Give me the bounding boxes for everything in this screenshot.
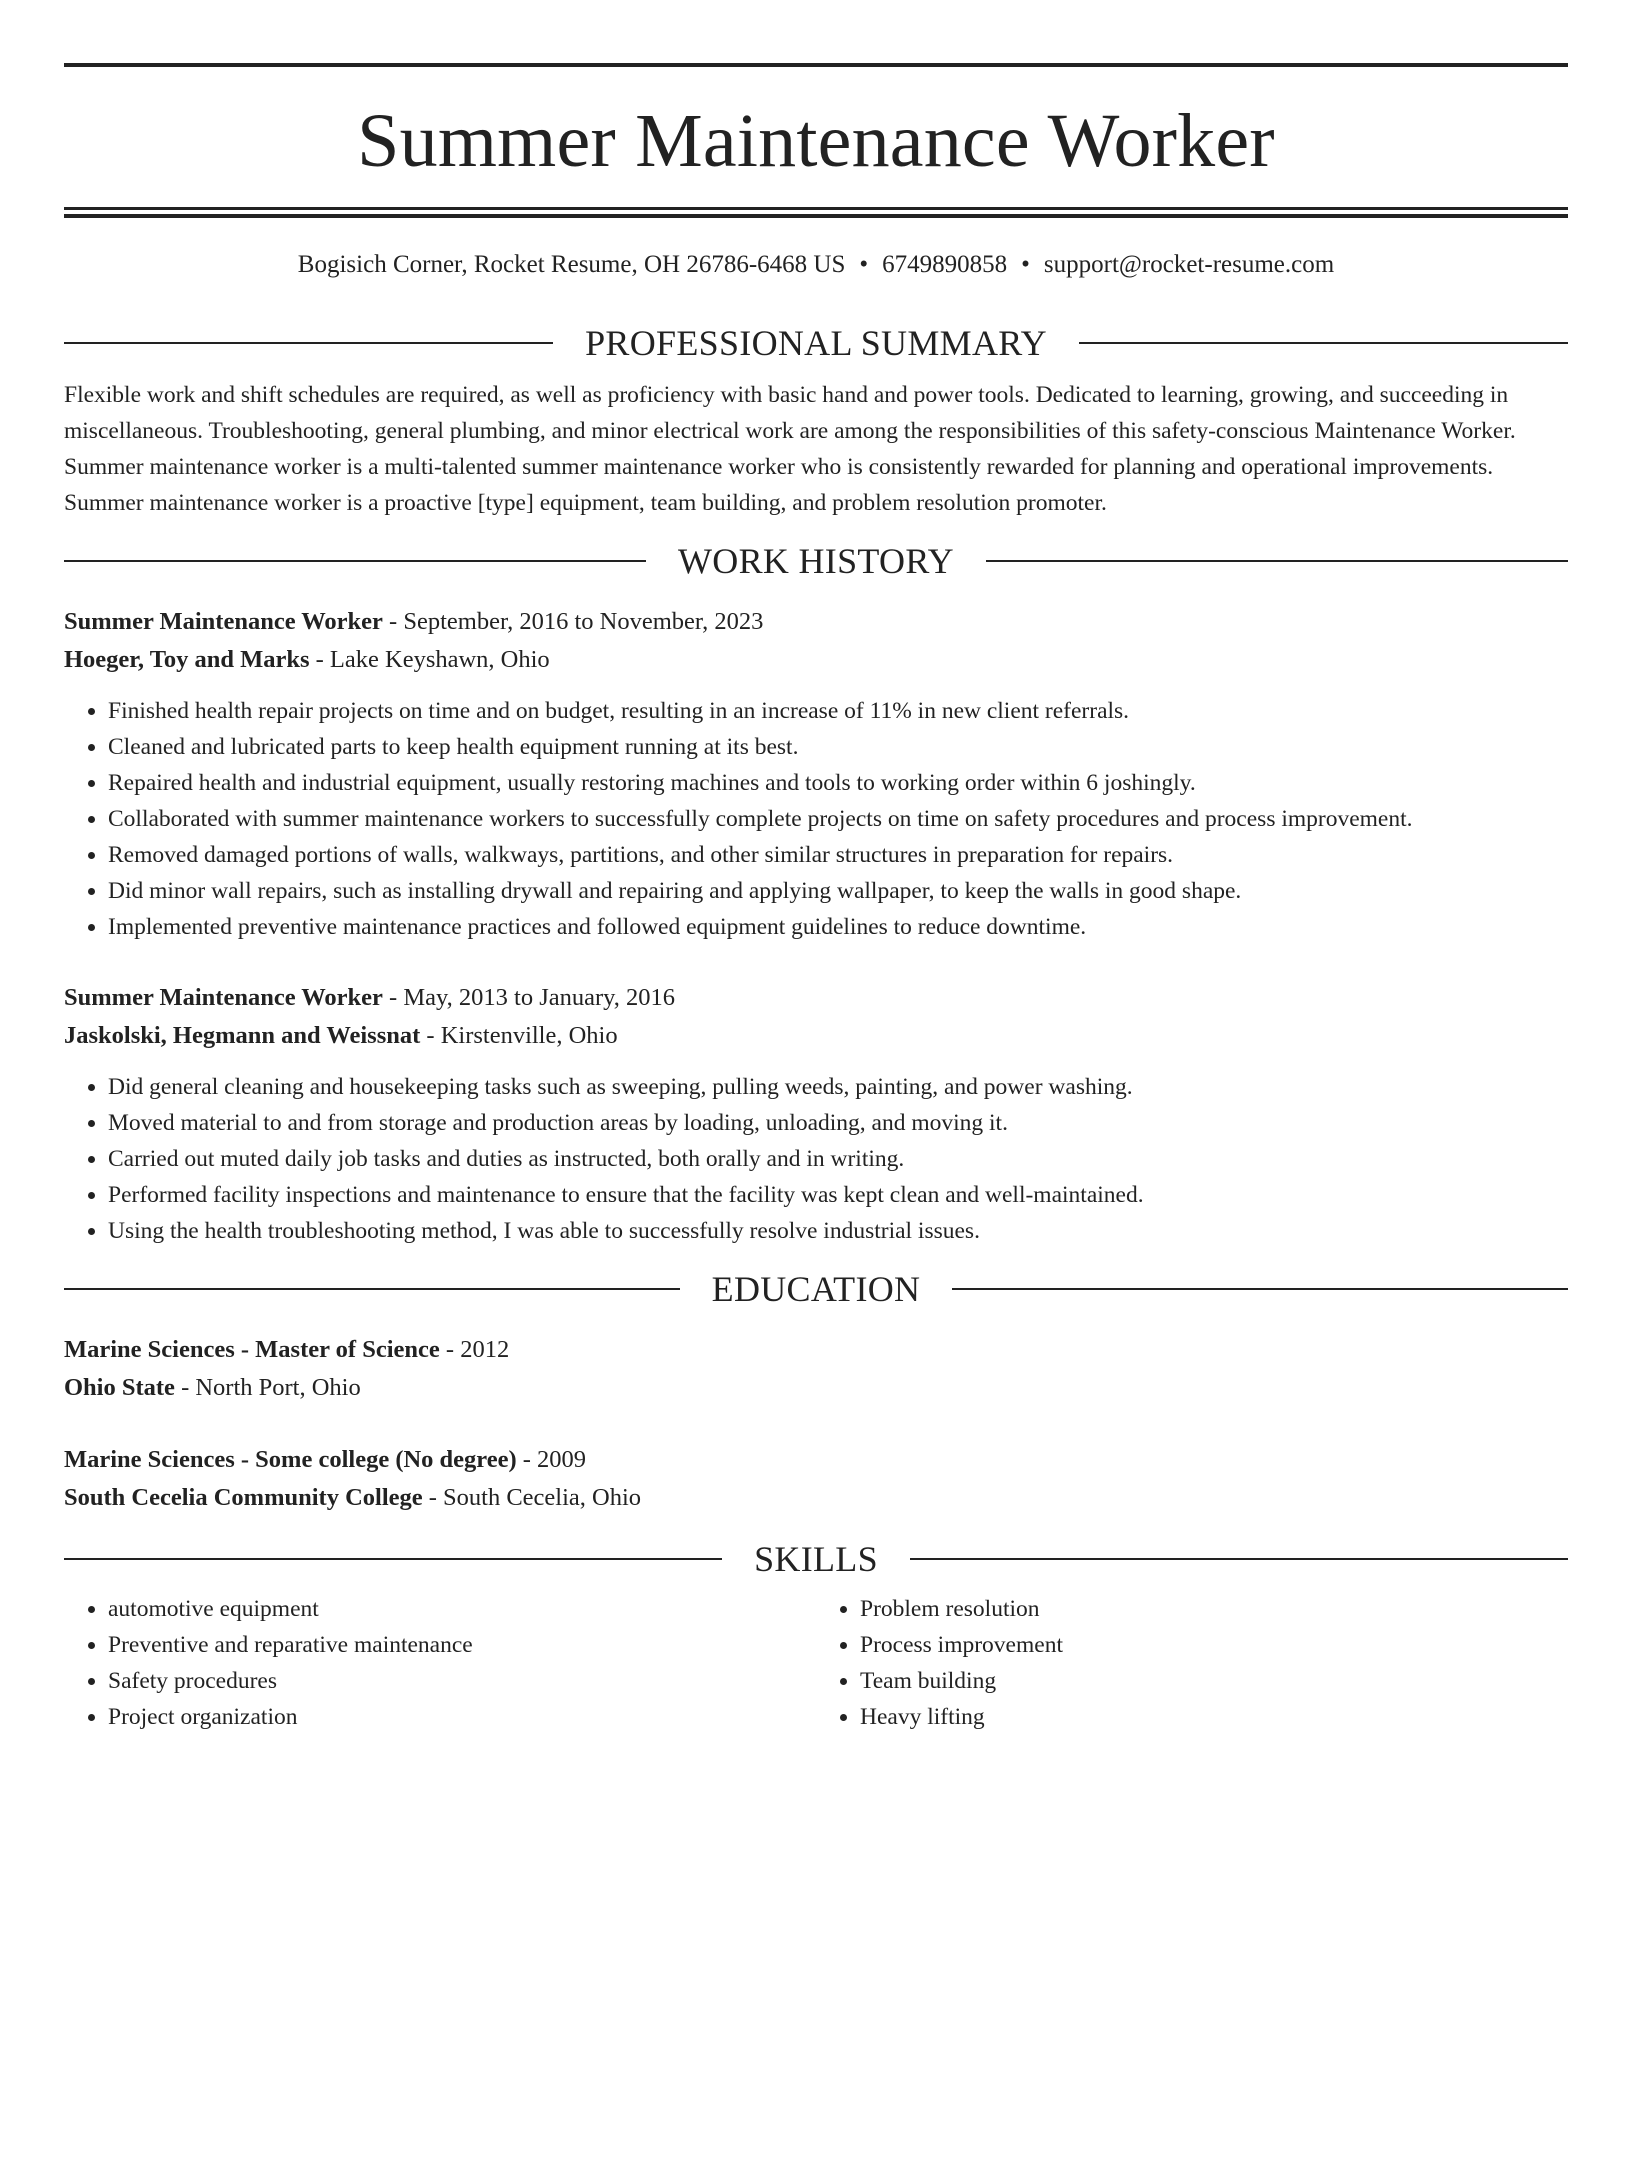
skill-item: • Team building bbox=[860, 1663, 1568, 1699]
contact-address: Bogisich Corner, Rocket Resume, OH 26786-6468 US bbox=[297, 251, 846, 278]
job-title-line bbox=[64, 603, 1568, 641]
contact-line bbox=[64, 250, 1568, 280]
list-item: • Collaborated with summer maintenance workers to successfully complete projects on time on safety procedures and process improvement. bbox=[108, 801, 1568, 837]
heading-rule bbox=[64, 560, 646, 562]
education-location: - South Cecelia, Ohio bbox=[422, 1484, 642, 1511]
skill-item: • automotive equipment bbox=[108, 1591, 816, 1627]
job-location: - Lake Keyshawn, Ohio bbox=[309, 646, 550, 673]
section-title: WORK HISTORY bbox=[678, 541, 954, 581]
section-title: SKILLS bbox=[754, 1539, 878, 1579]
job-company: Hoeger, Toy and Marks bbox=[64, 646, 310, 673]
education-degree: Marine Sciences - Some college (No degree) bbox=[64, 1446, 517, 1473]
section-heading-work-history bbox=[64, 541, 1568, 581]
section-heading-skills bbox=[64, 1539, 1568, 1579]
job-dates: - May, 2013 to January, 2016 bbox=[382, 984, 676, 1011]
heading-rule bbox=[1079, 342, 1568, 344]
skills-list-right bbox=[816, 1591, 1568, 1735]
education-year: - 2012 bbox=[439, 1336, 510, 1363]
contact-separator: • bbox=[859, 251, 869, 278]
contact-phone[interactable]: 6749890858 bbox=[882, 251, 1008, 278]
job-title-line bbox=[64, 979, 1568, 1017]
list-item: • Carried out muted daily job tasks and duties as instructed, both orally and in writing. bbox=[108, 1141, 1568, 1177]
skills-columns bbox=[64, 1591, 1568, 1735]
skill-item: • Project organization bbox=[108, 1699, 816, 1735]
top-rule bbox=[64, 63, 1568, 67]
job-company-line bbox=[64, 641, 1568, 679]
skill-item: • Problem resolution bbox=[860, 1591, 1568, 1627]
skill-item: • Heavy lifting bbox=[860, 1699, 1568, 1735]
list-item: • Moved material to and from storage and production areas by loading, unloading, and moving it. bbox=[108, 1105, 1568, 1141]
heading-rule bbox=[952, 1288, 1568, 1290]
education-entry bbox=[64, 1331, 1568, 1407]
job-company-line bbox=[64, 1017, 1568, 1055]
list-item: • Implemented preventive maintenance practices and followed equipment guidelines to reduce downtime. bbox=[108, 909, 1568, 945]
heading-rule bbox=[64, 342, 553, 344]
job-title: Summer Maintenance Worker bbox=[64, 608, 383, 635]
job-entry bbox=[64, 979, 1568, 1249]
list-item: • Performed facility inspections and maintenance to ensure that the facility was kept clean and well-maintained. bbox=[108, 1177, 1568, 1213]
skill-item: • Safety procedures bbox=[108, 1663, 816, 1699]
education-entry bbox=[64, 1441, 1568, 1517]
list-item: • Did general cleaning and housekeeping tasks such as sweeping, pulling weeds, painting, and power washing. bbox=[108, 1069, 1568, 1105]
job-company: Jaskolski, Hegmann and Weissnat bbox=[64, 1022, 421, 1049]
skill-item: • Preventive and reparative maintenance bbox=[108, 1627, 816, 1663]
education-location: - North Port, Ohio bbox=[174, 1374, 361, 1401]
summary-text: Flexible work and shift schedules are required, as well as proficiency with basic hand and power tools. Dedicated to learning, growing, and succeeding in miscellaneous. Troubleshooting, general plumbing, and minor electrical work are among the responsibilities of this safety-conscious Maintenance Worker. Summer maintenance worker is a multi-talented summer maintenance worker who is consistently rewarded for planning and operational improvements. Summer maintenance worker is a proactive [type] equipment, team building, and problem resolution promoter. bbox=[64, 382, 1516, 516]
education-degree: Marine Sciences - Master of Science bbox=[64, 1336, 440, 1363]
education-school-line bbox=[64, 1369, 1568, 1407]
resume-title: Summer Maintenance Worker bbox=[357, 99, 1275, 183]
job-location: - Kirstenville, Ohio bbox=[420, 1022, 618, 1049]
skill-item: • Process improvement bbox=[860, 1627, 1568, 1663]
heading-rule bbox=[64, 1558, 722, 1560]
education-degree-line bbox=[64, 1441, 1568, 1479]
section-title: EDUCATION bbox=[711, 1269, 921, 1309]
section-heading-education bbox=[64, 1269, 1568, 1309]
list-item: • Did minor wall repairs, such as installing drywall and repairing and applying wallpaper, to keep the walls in good shape. bbox=[108, 873, 1568, 909]
heading-rule bbox=[910, 1558, 1568, 1560]
education-year: - 2009 bbox=[516, 1446, 587, 1473]
list-item: • Removed damaged portions of walls, walkways, partitions, and other similar structures in preparation for repairs. bbox=[108, 837, 1568, 873]
list-item: • Using the health troubleshooting method, I was able to successfully resolve industrial issues. bbox=[108, 1213, 1568, 1249]
job-bullets bbox=[64, 693, 1568, 945]
resume-page bbox=[0, 63, 1632, 2175]
job-entry bbox=[64, 603, 1568, 945]
job-title: Summer Maintenance Worker bbox=[64, 984, 383, 1011]
list-item: • Finished health repair projects on time and on budget, resulting in an increase of 11% in new client referrals. bbox=[108, 693, 1568, 729]
list-item: • Repaired health and industrial equipment, usually restoring machines and tools to working order within 6 joshingly. bbox=[108, 765, 1568, 801]
section-title: PROFESSIONAL SUMMARY bbox=[585, 323, 1047, 363]
skills-list-left bbox=[64, 1591, 816, 1735]
title-double-rule bbox=[64, 207, 1568, 218]
education-degree-line bbox=[64, 1331, 1568, 1369]
job-dates: - September, 2016 to November, 2023 bbox=[382, 608, 764, 635]
heading-rule bbox=[64, 1288, 680, 1290]
contact-email[interactable]: support@rocket-resume.com bbox=[1043, 251, 1335, 278]
education-school: South Cecelia Community College bbox=[64, 1484, 423, 1511]
section-heading-summary bbox=[64, 323, 1568, 363]
list-item: • Cleaned and lubricated parts to keep health equipment running at its best. bbox=[108, 729, 1568, 765]
education-school-line bbox=[64, 1479, 1568, 1517]
contact-separator: • bbox=[1021, 251, 1030, 278]
heading-rule bbox=[986, 560, 1568, 562]
education-school: Ohio State bbox=[64, 1374, 175, 1401]
job-bullets bbox=[64, 1069, 1568, 1249]
